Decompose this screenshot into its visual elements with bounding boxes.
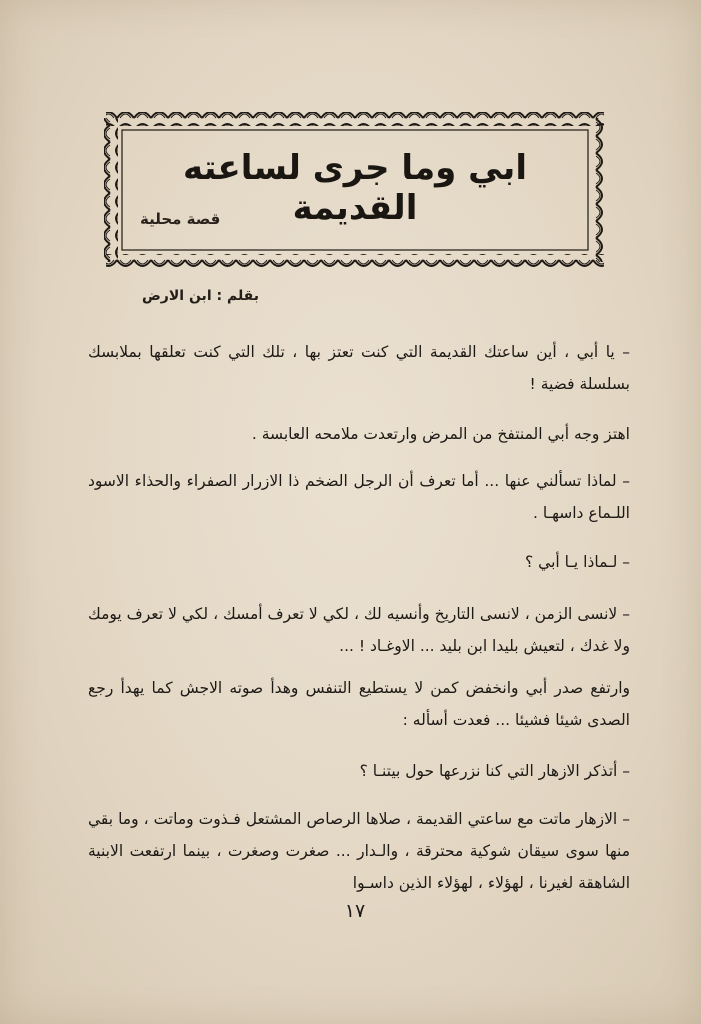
paragraph-1: – يا أبي ، أين ساعتك القديمة التي كنت تعتز بها ، تلك التي كنت تعلقها بملابسك بسلسلة فضية ! xyxy=(88,343,630,393)
paragraph-8: – الازهار ماتت مع ساعتي القديمة ، صلاها الرصاص المشتعل فـذوت وماتت ، وما بقي منها سوى سيقان شوكية محترقة ، والـدار ... صغرت وصغرت ، بينما ارتفعت الابنية الشاهقة لغيرنا ، لهؤلاء ، لهؤلاء الذين داسـوا xyxy=(88,810,630,892)
paragraph-7: – أتذكر الازهار التي كنا نزرعها حول بيتنـا ؟ xyxy=(359,762,630,780)
paragraph-5: – لانسى الزمن ، لانسى التاريخ وأنسيه لك ، لكي لا تعرف أمسك ، لكي لا تعرف يومك ولا غدك ، لتعيش بليدا ابن بليد ... الاوغـاد ! ... xyxy=(88,605,630,655)
author-byline: بقلم : ابن الارض xyxy=(141,288,259,304)
paragraph-6: وارتفع صدر أبي وانخفض كمن لا يستطيع التنفس وهدأ صوته الاجش كما يهدأ رجع الصدى شيئا فشيئا ... فعدت أسأله : xyxy=(88,679,630,729)
title-frame xyxy=(100,108,610,272)
story-title: ابي وما جرى لساعته القديمة xyxy=(183,148,527,228)
story-subtitle: قصة محلية xyxy=(140,210,221,228)
page-number: ١٧ xyxy=(344,900,366,922)
paragraph-4: – لـماذا يـا أبي ؟ xyxy=(525,553,630,571)
paragraph-3: – لماذا تسألني عنها ... أما تعرف أن الرجل الضخم ذا الازرار الصفراء والحذاء الاسود اللـماع داسهـا . xyxy=(88,472,630,522)
paragraph-2: اهتز وجه أبي المنتفخ من المرض وارتعدت ملامحه العابسة . xyxy=(251,425,630,443)
